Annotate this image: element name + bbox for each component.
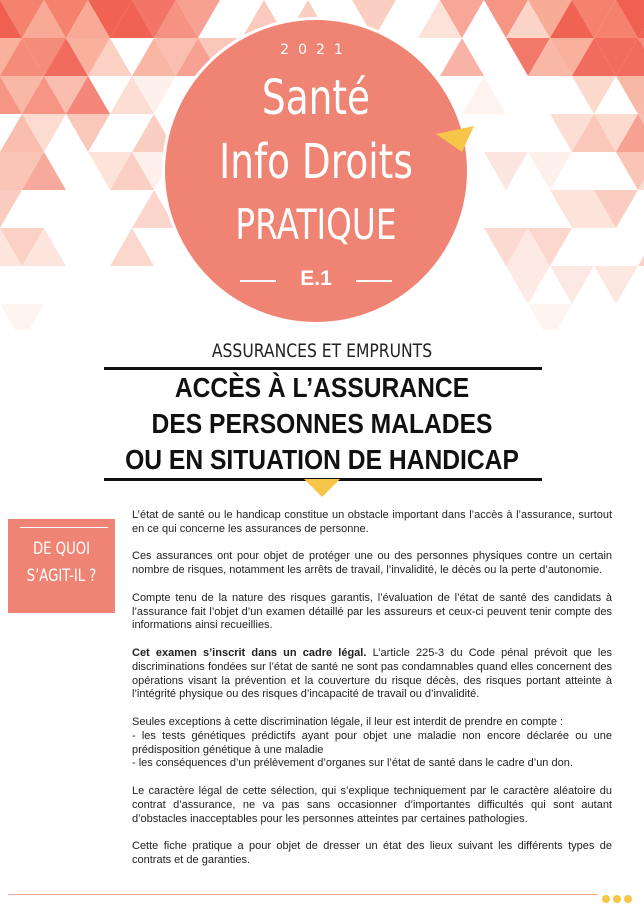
footer-dot: [613, 895, 621, 903]
paragraph-5-item-1: - les tests génétiques prédictifs ayant pour objet une maladie non encore déclarée ou une prédisposition génétique à une maladie: [132, 729, 612, 756]
fiche-code: [240, 267, 392, 295]
footer-rule: [8, 894, 598, 895]
yellow-triangle-accent: [436, 124, 476, 154]
brand-title-sante: Santé: [261, 70, 371, 126]
sidebar-rule: [20, 527, 108, 528]
edition-year: 2021: [280, 42, 352, 58]
paragraph-5: [132, 716, 612, 771]
pattern-triangle: [528, 152, 572, 190]
yellow-down-triangle: [302, 479, 342, 499]
paragraph-2: Ces assurances ont pour objet de protéger une ou des personnes physiques contre un certain nombre de risques, notamment les arrêts de travail, l’invalidité, le décès ou la perte d’autonomie.: [132, 550, 612, 577]
pattern-triangle: [462, 76, 506, 114]
brand-title-info-droits: Info Droits: [219, 134, 413, 190]
footer-dots: [602, 890, 635, 908]
section-label: ASSURANCES ET EMPRUNTS: [211, 340, 433, 362]
footer-dot: [624, 895, 632, 903]
main-title-line2: DES PERSONNES MALADES: [151, 408, 493, 439]
sidebar-heading-box: [8, 519, 115, 613]
main-title-line3: OU EN SITUATION DE HANDICAP: [125, 444, 519, 475]
brand-title-pratique: PRATIQUE: [235, 200, 397, 249]
pattern-triangle: [506, 266, 550, 304]
pattern-triangle: [110, 228, 154, 266]
pattern-triangle: [616, 152, 644, 190]
pattern-triangle: [0, 190, 22, 228]
paragraph-6: Le caractère légal de cette sélection, qui s’explique techniquement par le caractère aléatoire du contrat d’assurance, ne va pas sans occasionner d’importantes difficultés qui sont autant d’obstacles inacceptables pour les personnes atteintes par certaines pathologies.: [132, 784, 612, 825]
main-title: [39, 370, 606, 478]
pattern-triangle: [550, 266, 594, 304]
paragraph-7: Cette fiche pratique a pour objet de dresser un état des lieux suivant les différents types de contrats et de garanties.: [132, 840, 612, 866]
pattern-triangle: [638, 228, 644, 266]
paragraph-1: L’état de santé ou le handicap constitue un obstacle important dans l’accès à l’assurance, surtout en ce qui concerne les assurances de personne.: [132, 509, 612, 535]
sidebar-heading-line2: S’AGIT-IL ?: [26, 566, 97, 585]
paragraph-3: Compte tenu de la nature des risques garantis, l’évaluation de l’état de santé des candidats à l’assurance fait l’objet d’un examen détaillé par les assureurs et ceux-ci peuvent tenir compte des informations ainsi recueillies.: [132, 591, 612, 632]
sidebar-heading: [19, 535, 105, 589]
paragraph-5-intro: Seules exceptions à cette discrimination légale, il leur est interdit de prendre en compte :: [132, 715, 564, 728]
fiche-code-label: E.1: [300, 267, 332, 290]
footer-dot: [602, 895, 610, 903]
pattern-triangle: [616, 76, 644, 114]
sidebar-heading-line1: DE QUOI: [32, 539, 91, 558]
paragraph-4: [132, 647, 612, 702]
pattern-triangle: [572, 76, 616, 114]
paragraph-4-rest: L’article 225-3 du Code pénal prévoit que les discriminations fondées sur l’état de santé ne sont pas condamnables quand elles concernent des opérations visant la prévention et la couverture du risque décès, des risques portant atteinte à l’intégrité physique ou des risques d’incapacité de travail ou d’invalidité.: [132, 646, 612, 701]
pattern-triangle: [528, 304, 572, 330]
main-title-line1: ACCÈS À L’ASSURANCE: [174, 372, 470, 403]
body-text: [132, 509, 612, 882]
pattern-triangle: [0, 304, 44, 330]
paragraph-4-bold: Cet examen s’inscrit dans un cadre légal.: [132, 646, 367, 659]
pattern-triangle: [594, 266, 638, 304]
pattern-triangle: [66, 114, 110, 152]
paragraph-5-item-2: - les conséquences d’un prélèvement d’organes sur l’état de santé dans le cadre d’un don.: [132, 757, 573, 770]
pattern-triangle: [484, 152, 528, 190]
code-rule-right: [356, 280, 392, 282]
